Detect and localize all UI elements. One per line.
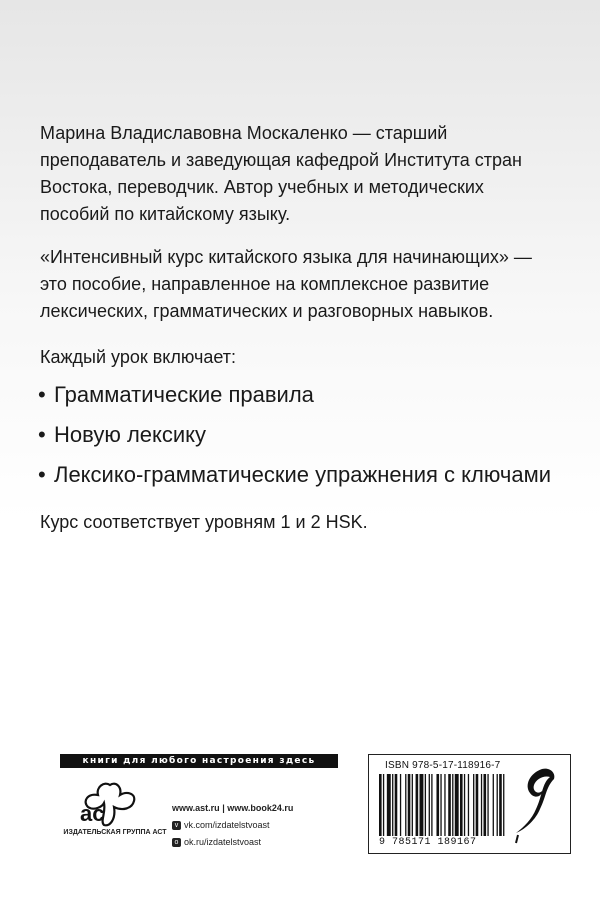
ok-link[interactable]: ok.ru/izdatelstvoast <box>184 837 262 847</box>
logo-caption: ИЗДАТЕЛЬСКАЯ ГРУППА АСТ <box>63 829 167 836</box>
barcode-bar <box>473 774 474 836</box>
bullet-dot: • <box>38 382 46 407</box>
ast-logo-icon <box>74 779 144 827</box>
barcode-bar <box>431 774 432 836</box>
barcode-bar <box>412 774 413 836</box>
publisher-links <box>172 800 293 851</box>
barcode-bar <box>405 774 406 836</box>
description-line: это пособие, направленное на комплексное развитие <box>40 274 490 294</box>
description-line: «Интенсивный курс китайского языка для начинающих» — <box>40 247 532 267</box>
author-line: Востока, переводчик. Автор учебных и методических <box>40 177 484 197</box>
barcode-bar <box>392 774 393 836</box>
barcode-bar <box>436 774 439 836</box>
bullet-item <box>38 461 578 489</box>
bullet-dot: • <box>38 462 46 487</box>
bullet-text: Грамматические правила <box>54 382 314 407</box>
barcode-bar <box>429 774 430 836</box>
barcode-bar <box>416 774 419 836</box>
hsk-note: Курс соответствует уровням 1 и 2 HSK. <box>40 512 368 532</box>
barcode-bar <box>493 774 494 836</box>
isbn-text: ISBN 978-5-17-118916-7 <box>385 760 501 771</box>
barcode-bar <box>499 774 502 836</box>
barcode-bar <box>503 774 504 836</box>
author-line: пособий по китайскому языку. <box>40 204 291 224</box>
barcode-bar <box>487 774 488 836</box>
vk-icon: v <box>172 821 181 830</box>
barcode-bar <box>387 774 391 836</box>
bullet-item <box>38 421 578 449</box>
barcode-bar <box>400 774 401 836</box>
barcode-bar <box>444 774 445 836</box>
author-paragraph <box>40 120 580 228</box>
barcode-bar <box>452 774 453 836</box>
description-paragraph <box>40 244 580 325</box>
bullet-item <box>38 381 578 409</box>
description-line: лексических, грамматических и разговорных навыков. <box>40 301 494 321</box>
barcode-bar <box>379 774 382 836</box>
author-line: преподаватель и заведующая кафедрой Института стран <box>40 150 522 170</box>
bullet-text: Лексико-грамматические упражнения с ключами <box>54 462 551 487</box>
vk-row <box>172 817 293 834</box>
barcode-bar <box>497 774 498 836</box>
barcode-bar <box>419 774 423 836</box>
ok-icon: o <box>172 838 181 847</box>
barcode-box <box>368 754 571 854</box>
bullet-text: Новую лексику <box>54 422 207 447</box>
barcode-bar <box>455 774 459 836</box>
website-link[interactable]: www.book24.ru <box>227 803 294 813</box>
barcode-bar <box>468 774 469 836</box>
barcode-bar <box>408 774 411 836</box>
svg-text:ас: ас <box>80 801 105 826</box>
barcode-bar <box>425 774 426 836</box>
author-line: Марина Владиславовна Москаленко — старший <box>40 123 448 143</box>
barcode-digits: 9 785171 189167 <box>379 837 477 848</box>
ok-row <box>172 834 293 851</box>
publisher-tagline: книги для любого настроения здесь <box>60 754 338 768</box>
barcode-bar <box>440 774 441 836</box>
websites-row <box>172 800 293 817</box>
barcode-bar <box>483 774 486 836</box>
website-separator: | <box>219 803 228 813</box>
barcode-bar <box>464 774 465 836</box>
barcode-bar <box>383 774 384 836</box>
barcode-bar <box>448 774 451 836</box>
bullet-dot: • <box>38 422 46 447</box>
lesson-intro: Каждый урок включает: <box>40 347 237 367</box>
barcode-bars <box>379 774 507 836</box>
barcode-bar <box>460 774 463 836</box>
website-link[interactable]: www.ast.ru <box>172 803 220 813</box>
vk-link[interactable]: vk.com/izdatelstvoast <box>184 820 270 830</box>
barcode-bar <box>481 774 482 836</box>
barcode-bar <box>476 774 479 836</box>
quill-icon <box>512 763 562 847</box>
barcode-bar <box>395 774 398 836</box>
